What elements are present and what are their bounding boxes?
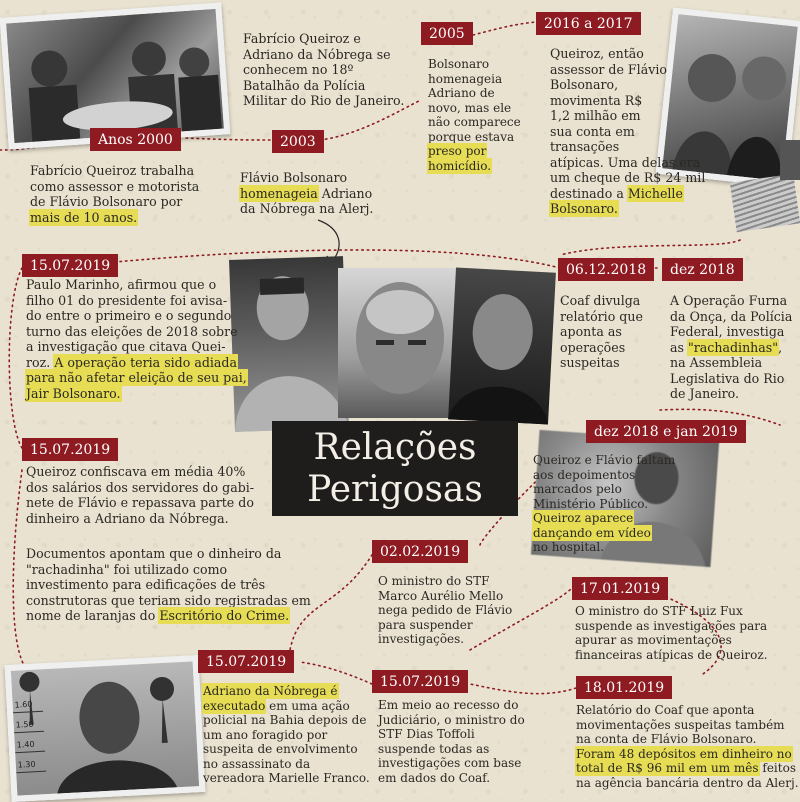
highlight-nao-afetar: para não afetar eleição de seu pai,: [26, 370, 247, 385]
text-confiscava: Queiroz confiscava em média 40% dos salários dos servidores do gabi- nete de Flávio e repassava parte do dinheiro a Adriano da Nóbrega.: [26, 464, 255, 526]
connector-toffoli-exec: [300, 662, 372, 684]
text-faltam: Queiroz e Flávio faltam aos depoimentos marcados pelo Ministério Público. Queiroz aparece dançando em vídeo no hospital.: [533, 453, 676, 554]
label-faltam: dez 2018 e jan 2019: [586, 420, 746, 443]
connector-2000-2003: [186, 138, 272, 140]
text-2016-2017: Queiroz, então assessor de Flávio Bolsonaro, movimenta R$ 1,2 milhão em sua conta em transações atípicas. Uma delas era um cheque de R$ 24 mil destinado a Michelle Bolsonaro.: [550, 46, 706, 216]
text-conhecem: Fabrício Queiroz e Adriano da Nóbrega se conhecem no 18º Batalhão da Polícia Militar do Rio de Janeiro.: [243, 31, 405, 108]
connector-left-2: [13, 470, 24, 665]
highlight-homenageia-2003: homenageia: [240, 185, 318, 201]
highlight-homicidio: homicídio.: [428, 158, 492, 173]
highlight-dancando: dançando em vídeo: [533, 525, 651, 540]
connector-left-1: [9, 268, 22, 448]
text-coaf: Coaf divulga relatório que aponta as operações suspeitas: [560, 293, 643, 370]
label-toffoli: 15.07.2019: [372, 670, 468, 693]
mugshot-scale-a: 1.60: [14, 699, 33, 710]
highlight-jair: Jair Bolsonaro.: [26, 385, 121, 401]
label-coaf: 06.12.2018: [558, 258, 654, 281]
label-furna: dez 2018: [662, 258, 743, 281]
label-relatorio: 18.01.2019: [576, 676, 672, 699]
text-documentos: Documentos apontam que o dinheiro da "rachadinha" foi utilizado como investimento para edificações de três construtoras que teriam sido registradas em nome de laranjas do Escritório do Crime.: [26, 546, 311, 623]
connector-2016-coaf: [560, 240, 740, 255]
text-relatorio: Relatório do Coaf que aponta movimentações suspeitas também na conta de Flávio Bolsonaro. Foram 48 depósitos em dinheiro no total de R$ 96 mil em um mês feitos na agência bancária dentro da Alerj.: [576, 703, 799, 790]
label-marco: 02.02.2019: [372, 540, 468, 563]
connector-2005-2016: [473, 22, 536, 35]
label-marinho: 15.07.2019: [22, 254, 118, 277]
photo-mugshot: [5, 655, 206, 802]
label-fux: 17.01.2019: [572, 577, 668, 600]
highlight-michelle: Michelle: [627, 185, 683, 201]
label-anos-2000: Anos 2000: [90, 128, 181, 151]
highlight-96-mil: total de R$ 96 mil em um mês: [576, 761, 759, 775]
title-line-1: Relações: [313, 427, 477, 468]
highlight-executado: executado: [203, 698, 266, 713]
text-furna: A Operação Furna da Onça, da Polícia Federal, investiga as "rachadinhas", na Assembleia Legislativa do Rio de Janeiro.: [670, 293, 793, 401]
mugshot-scale-c: 1.40: [16, 739, 35, 750]
text-executado: Adriano da Nóbrega é executado em uma ação policial na Bahia depois de um ano foragido por suspeita de envolvimento no assassinato da vereadora Marielle Franco.: [203, 684, 370, 785]
photo-money-edge: [780, 140, 800, 180]
highlight-escritorio: Escritório do Crime.: [159, 608, 290, 623]
connector-rel-toffoli: [470, 684, 576, 694]
highlight-adriano: Adriano da Nóbrega é: [203, 684, 338, 698]
text-marinho: Paulo Marinho, afirmou que o filho 01 do presidente foi avisa- do entre o primeiro e o segundo turno das eleições de 2018 sobre a investigação que citava Quei- roz. A operação teria sido adiada para não afetar eleição de seu pai, Jair Bolsonaro.: [26, 277, 247, 401]
text-anos-2000: Fabrício Queiroz trabalha como assessor e motorista de Flávio Bolsonaro por mais de 10 anos.: [30, 163, 200, 225]
label-executado: 15.07.2019: [198, 650, 294, 673]
label-2016-2017: 2016 a 2017: [536, 12, 641, 35]
mugshot-scale-b: 1.50: [15, 719, 34, 730]
text-fux: O ministro do STF Luiz Fux suspende as investigações para apurar as movimentações financeiras atípicas de Queiroz.: [575, 604, 768, 662]
title-line-2: Perigosas: [307, 469, 483, 510]
text-2003: Flávio Bolsonaro homenageia Adriano da Nóbrega na Alerj.: [240, 170, 374, 216]
group-silhouettes: [6, 9, 224, 143]
text-toffoli: Em meio ao recesso do Judiciário, o ministro do STF Dias Toffoli suspende todas as investigações com base em dados do Coaf.: [378, 698, 525, 785]
label-confiscava: 15.07.2019: [22, 438, 118, 461]
text-marco: O ministro do STF Marco Aurélio Mello nega pedido de Flávio para suspender investigações.: [378, 574, 513, 646]
highlight-preso: preso por: [428, 144, 487, 158]
main-title: [272, 421, 518, 516]
highlight-48-depositos: Foram 48 depósitos em dinheiro no: [576, 746, 792, 761]
highlight-10-anos: mais de 10 anos.: [30, 209, 138, 225]
highlight-rachadinhas: "rachadinhas": [687, 339, 779, 355]
photo-queiroz-face: [338, 268, 456, 418]
photo-money-stack: [730, 174, 800, 232]
queiroz-face-silhouette: [338, 268, 456, 418]
photo-flavio-face: [448, 267, 556, 424]
mugshot-silhouette: [11, 661, 199, 795]
mugshot-scale-d: 1.30: [17, 759, 36, 770]
highlight-queiroz-aparece: Queiroz aparece: [533, 511, 634, 525]
highlight-adiada: A operação teria sido adiada: [54, 354, 238, 370]
label-2003: 2003: [272, 130, 324, 153]
flavio-face-silhouette: [448, 267, 556, 424]
label-2005: 2005: [421, 22, 473, 45]
text-2005: Bolsonaro homenageia Adriano de novo, mas ele não comparece porque estava preso por homicídio.: [428, 57, 521, 173]
highlight-bolsonaro: Bolsonaro.: [550, 201, 618, 216]
